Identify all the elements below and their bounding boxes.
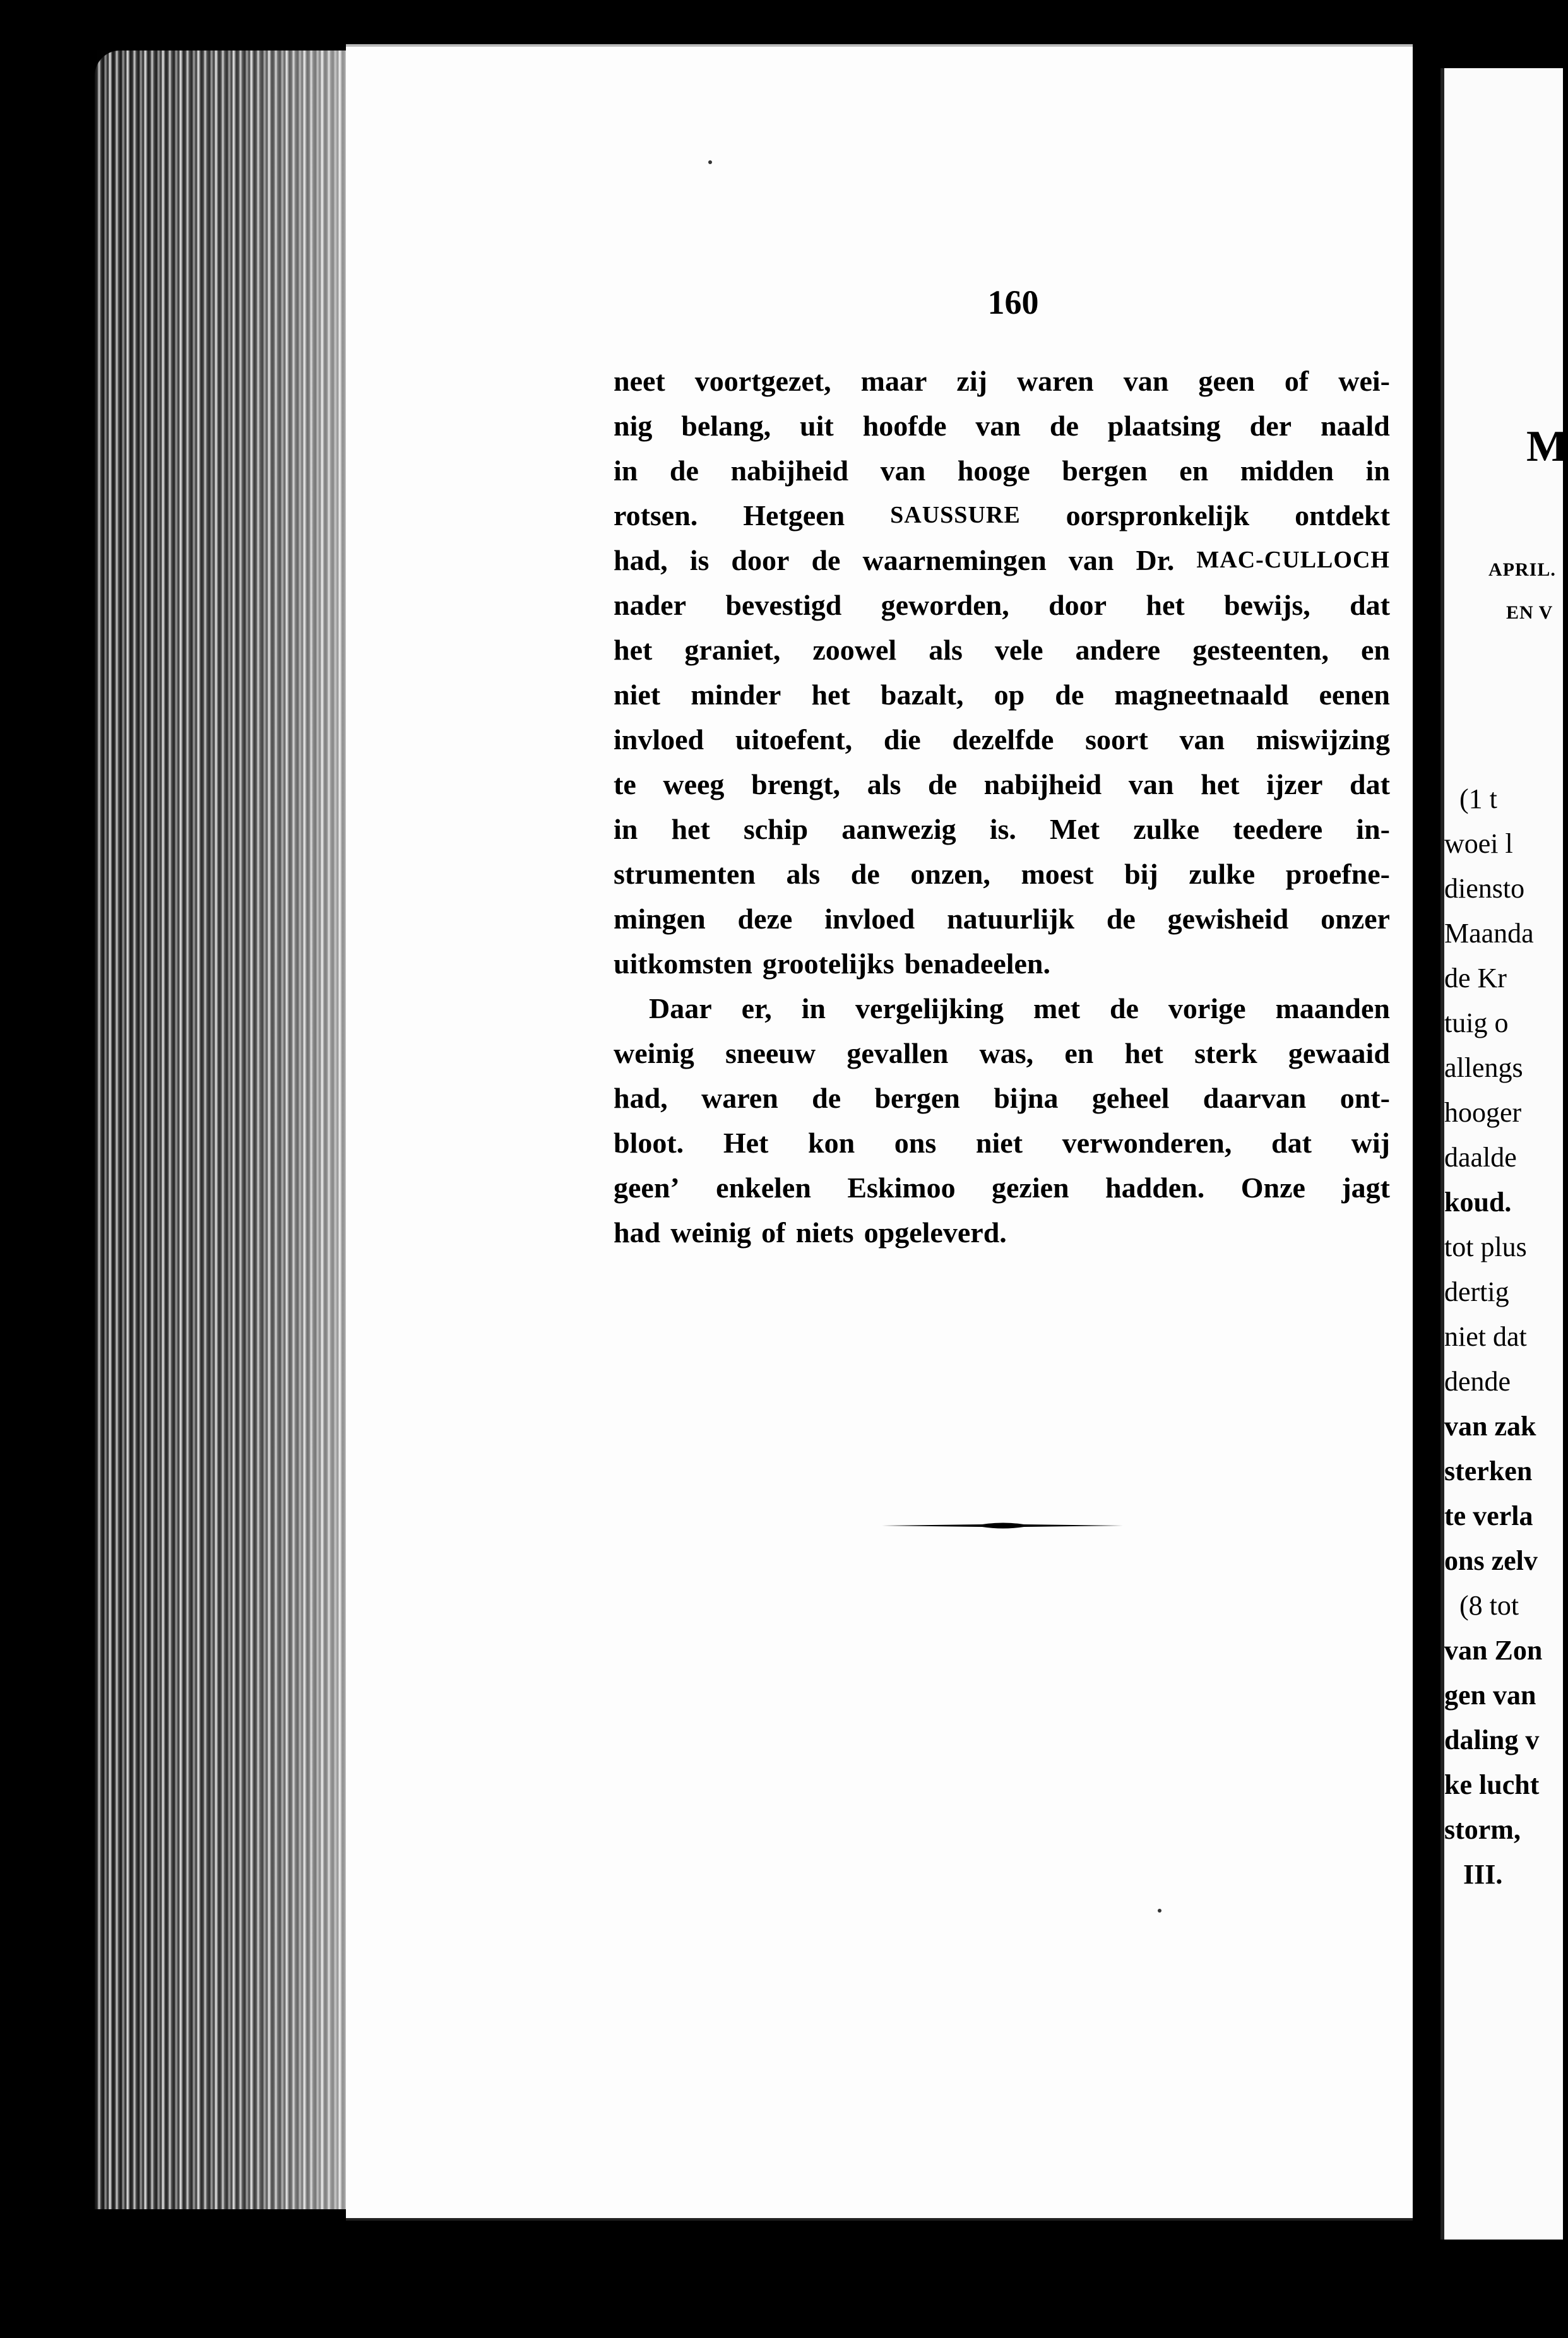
word: het <box>614 634 653 666</box>
word: het <box>1146 589 1185 621</box>
word: onzer <box>1321 903 1390 935</box>
word: gewisheid <box>1167 903 1289 935</box>
word: vorige <box>1168 992 1246 1024</box>
word: kon <box>807 1127 855 1159</box>
word: van <box>880 454 926 487</box>
word: weinig <box>670 1216 752 1249</box>
word: door <box>1048 589 1107 621</box>
body-text <box>614 359 1390 1255</box>
word: aanwezig <box>841 813 956 845</box>
word: MAC-CULLOCH <box>1196 547 1390 573</box>
word: ontdekt <box>1295 499 1390 531</box>
word: dezelfde <box>952 723 1054 756</box>
word: van <box>1123 365 1169 397</box>
word: Hetgeen <box>743 499 845 531</box>
word: had, <box>614 544 668 576</box>
text-line <box>614 583 1390 627</box>
word: de <box>1106 903 1136 935</box>
word: in <box>1365 454 1390 487</box>
word: hadden. <box>1105 1172 1205 1204</box>
page-number: 160 <box>987 283 1039 321</box>
word: of <box>1284 365 1309 397</box>
word: SAUSSURE <box>890 502 1021 528</box>
word: of <box>761 1216 786 1249</box>
word: wij <box>1351 1127 1390 1159</box>
word: eenen <box>1319 679 1390 711</box>
word: de <box>1049 410 1079 442</box>
word: weeg <box>663 768 725 800</box>
text-line <box>614 1165 1390 1210</box>
text-line <box>614 1120 1390 1165</box>
text-line <box>614 1210 1390 1255</box>
right-page-line: de Kr <box>1444 963 1507 994</box>
word: dat <box>1350 768 1390 800</box>
word: voortgezet, <box>694 365 831 397</box>
word: vele <box>994 634 1043 666</box>
word: nig <box>614 410 653 442</box>
word: rotsen. <box>614 499 698 531</box>
word: daarvan <box>1203 1082 1307 1114</box>
right-page-line: niet dat <box>1444 1321 1527 1352</box>
word: de <box>669 454 699 487</box>
word: benadeelen. <box>904 947 1050 980</box>
right-page-line: tuig o <box>1444 1007 1509 1038</box>
right-page-line: koud. <box>1444 1187 1512 1218</box>
word: bazalt, <box>880 679 964 711</box>
word: schip <box>743 813 809 845</box>
text-line <box>614 1031 1390 1076</box>
word: hoofde <box>862 410 947 442</box>
text-line <box>614 403 1390 448</box>
word: sneeuw <box>725 1037 816 1069</box>
text-line <box>614 986 1390 1031</box>
word: in <box>801 992 826 1024</box>
word: de <box>1055 679 1084 711</box>
word: uitkomsten <box>614 947 752 980</box>
word: het <box>811 679 850 711</box>
word: nabijheid <box>983 768 1102 800</box>
word: uitoefent, <box>735 723 853 756</box>
word: teedere <box>1233 813 1323 845</box>
word: sterk <box>1194 1037 1257 1069</box>
right-page-line: Maanda <box>1444 918 1534 949</box>
word: en <box>1360 634 1390 666</box>
word: hooge <box>957 454 1030 487</box>
word: natuurlijk <box>947 903 1075 935</box>
page-edges <box>95 50 347 2209</box>
text-line <box>614 359 1390 403</box>
word: bloot. <box>614 1127 684 1159</box>
right-page-line: van Zon <box>1444 1635 1543 1666</box>
word: als <box>786 858 821 890</box>
word: van <box>975 410 1021 442</box>
word: gezien <box>992 1172 1069 1204</box>
word: weinig <box>614 1037 694 1069</box>
word: gesteenten, <box>1192 634 1329 666</box>
word: de <box>1109 992 1139 1024</box>
word: bergen <box>1062 454 1148 487</box>
speck <box>708 160 712 164</box>
word: het <box>671 813 710 845</box>
word: gevallen <box>846 1037 949 1069</box>
word: deze <box>737 903 793 935</box>
text-line <box>614 717 1390 762</box>
right-page-line: diensto <box>1444 873 1525 904</box>
word: in <box>614 454 638 487</box>
word: invloed <box>824 903 915 935</box>
word: waren <box>1016 365 1094 397</box>
book-page-right <box>1440 68 1568 2240</box>
text-line <box>614 807 1390 852</box>
right-page-line: III. <box>1463 1859 1503 1890</box>
right-page-subheading: APRIL. <box>1488 559 1556 580</box>
word: opgeleverd. <box>864 1216 1007 1249</box>
word: op <box>994 679 1025 711</box>
right-page-line: ke lucht <box>1444 1769 1540 1800</box>
word: belang, <box>681 410 771 442</box>
word: zulke <box>1133 813 1199 845</box>
word: is <box>689 544 710 576</box>
word: de <box>812 1082 841 1114</box>
paragraph-2 <box>614 986 1390 1255</box>
word: had, <box>614 1082 668 1114</box>
word: verwonderen, <box>1062 1127 1232 1159</box>
text-line <box>614 538 1390 583</box>
word: nabijheid <box>730 454 849 487</box>
word: jagt <box>1341 1172 1390 1204</box>
word: had <box>614 1216 661 1249</box>
text-line <box>614 448 1390 493</box>
word: ont- <box>1339 1082 1390 1114</box>
word: minder <box>691 679 781 711</box>
word: naald <box>1320 410 1390 442</box>
word: enkelen <box>716 1172 811 1204</box>
right-page-line: (8 tot <box>1459 1590 1519 1621</box>
word: ijzer <box>1266 768 1323 800</box>
word: van <box>1179 723 1225 756</box>
right-page-line: gen van <box>1444 1680 1536 1711</box>
word: zij <box>956 365 987 397</box>
word: oorspronkelijk <box>1066 499 1250 531</box>
word: bewijs, <box>1224 589 1310 621</box>
word: ons <box>894 1127 937 1159</box>
word: niets <box>795 1216 854 1249</box>
right-page-line: ons zelv <box>1444 1545 1538 1576</box>
word: onzen, <box>910 858 990 890</box>
right-page-line: van zak <box>1444 1411 1536 1442</box>
right-page-line: te verla <box>1444 1500 1533 1531</box>
word: Dr. <box>1136 544 1175 576</box>
word: waren <box>701 1082 778 1114</box>
word: proefne- <box>1285 858 1390 890</box>
word: maar <box>860 365 927 397</box>
right-page-line: dertig <box>1444 1276 1509 1307</box>
text-line <box>614 762 1390 807</box>
speck <box>1158 1909 1161 1913</box>
text-line <box>614 941 1390 986</box>
word: bevestigd <box>725 589 842 621</box>
right-page-line: allengs <box>1444 1052 1523 1083</box>
word: geheel <box>1091 1082 1170 1114</box>
word: graniet, <box>684 634 781 666</box>
word: niet <box>614 679 661 711</box>
word: zoowel <box>812 634 897 666</box>
word: grootelijks <box>762 947 894 980</box>
text-line <box>614 493 1390 538</box>
word: bergen <box>874 1082 960 1114</box>
word: de <box>928 768 957 800</box>
word: de <box>850 858 880 890</box>
word: is. <box>989 813 1016 845</box>
word: miswijzing <box>1256 723 1390 756</box>
word: strumenten <box>614 858 756 890</box>
right-page-heading: M <box>1526 422 1568 471</box>
word: brengt, <box>751 768 841 800</box>
word: gewaaid <box>1288 1037 1390 1069</box>
word: neet <box>614 365 665 397</box>
word: als <box>929 634 963 666</box>
text-line <box>614 672 1390 717</box>
word: bijna <box>994 1082 1059 1114</box>
word: soort <box>1085 723 1148 756</box>
word: zulke <box>1189 858 1256 890</box>
word: het <box>1201 768 1240 800</box>
word: Onze <box>1240 1172 1305 1204</box>
word: niet <box>975 1127 1023 1159</box>
word: wei- <box>1338 365 1390 397</box>
word: moest <box>1021 858 1094 890</box>
word: midden <box>1240 454 1334 487</box>
word: in <box>614 813 638 845</box>
right-page-line: dende <box>1444 1366 1511 1397</box>
word: van <box>1128 768 1174 800</box>
word: door <box>731 544 790 576</box>
word: Met <box>1049 813 1100 845</box>
paragraph-1 <box>614 359 1390 986</box>
word: Daar <box>649 992 712 1024</box>
word: geworden, <box>881 589 1009 621</box>
word: andere <box>1075 634 1161 666</box>
right-page-line: daalde <box>1444 1142 1517 1173</box>
right-page-line: daling v <box>1444 1724 1540 1755</box>
word: plaatsing <box>1107 410 1221 442</box>
right-page-line: tot plus <box>1444 1231 1527 1262</box>
ornament-rule <box>881 1521 1125 1530</box>
word: uit <box>800 410 834 442</box>
right-page-line: storm, <box>1444 1814 1521 1845</box>
right-page-line: sterken <box>1444 1456 1533 1486</box>
word: waarnemingen <box>862 544 1047 576</box>
right-page-line: hooger <box>1444 1097 1522 1128</box>
word: Eskimoo <box>847 1172 956 1204</box>
word: invloed <box>614 723 704 756</box>
word: geen’ <box>614 1172 680 1204</box>
word: bij <box>1124 858 1158 890</box>
word: en <box>1064 1037 1094 1069</box>
word: vergelijking <box>855 992 1004 1024</box>
word: als <box>867 768 901 800</box>
word: en <box>1179 454 1209 487</box>
text-line <box>614 896 1390 941</box>
word: de <box>811 544 841 576</box>
word: der <box>1249 410 1292 442</box>
word: in- <box>1356 813 1390 845</box>
word: dat <box>1350 589 1390 621</box>
word: Het <box>723 1127 769 1159</box>
word: was, <box>979 1037 1034 1069</box>
word: dat <box>1271 1127 1312 1159</box>
word: geen <box>1198 365 1255 397</box>
word: mingen <box>614 903 706 935</box>
text-line <box>614 852 1390 896</box>
word: die <box>883 723 921 756</box>
right-page-subheading: EN V <box>1506 602 1553 623</box>
right-page-line: (1 t <box>1459 783 1497 814</box>
word: nader <box>614 589 686 621</box>
word: er, <box>741 992 772 1024</box>
word: met <box>1033 992 1081 1024</box>
text-line <box>614 627 1390 672</box>
word: het <box>1124 1037 1163 1069</box>
right-page-line: woei l <box>1444 828 1513 859</box>
word: maanden <box>1275 992 1390 1024</box>
word: te <box>614 768 636 800</box>
text-line <box>614 1076 1390 1120</box>
word: magneetnaald <box>1114 679 1289 711</box>
word: van <box>1068 544 1114 576</box>
